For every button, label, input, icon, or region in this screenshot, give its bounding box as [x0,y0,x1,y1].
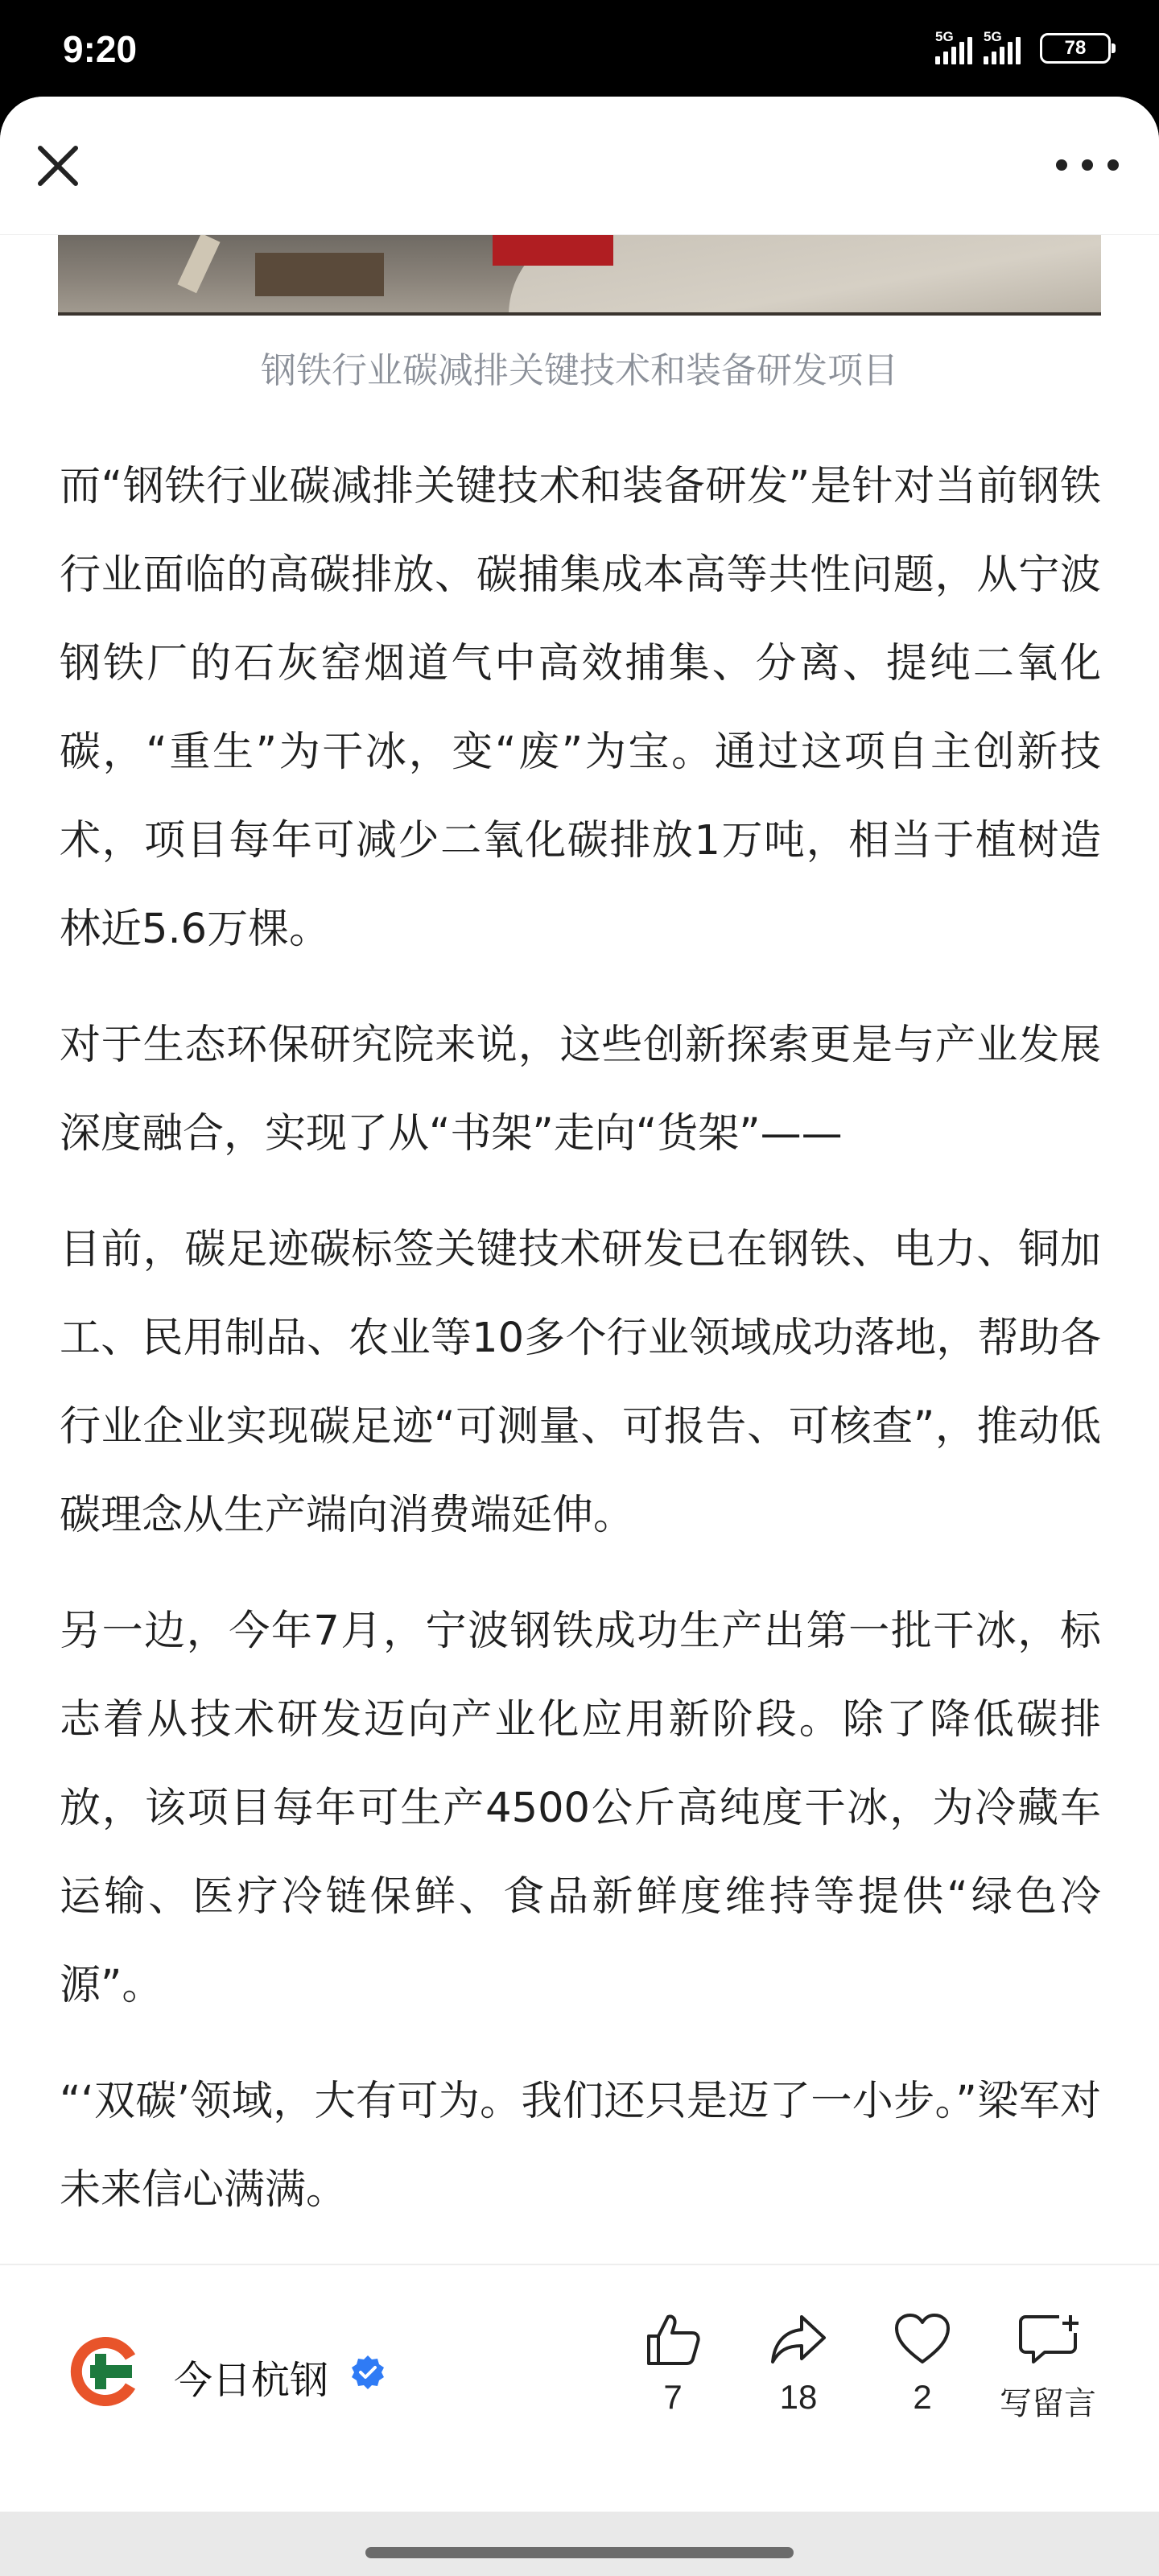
paragraph: 另一边，今年7月，宁波钢铁成功生产出第一批干冰，标志着从技术研发迈向产业化应用新阶段。除了降低碳排放，该项目每年可生产4500公斤高纯度干冰，为冷藏车运输、医疗冷链保鲜、食品新鲜度维持等提供“绿色冷源”。 [60,1608,1101,2009]
account-name[interactable]: 今日杭钢 [174,2358,329,2403]
article-sheet [0,97,1159,2576]
status-time: 9:20 [63,28,138,70]
paragraph: 对于生态环保研究院来说，这些创新探索更是与产业发展深度融合，实现了从“书架”走向“货架”—— [60,1022,1101,1158]
network-type-label: 5G [935,29,954,44]
like-count: 7 [663,2378,683,2416]
image-caption: 钢铁行业碳减排关键技术和装备研发项目 [261,350,898,391]
article-image [58,235,1101,316]
signal-icon [935,29,972,64]
paragraph: 目前，碳足迹碳标签关键技术研发已在钢铁、电力、铜加工、民用制品、农业等10多个行业领域成功落地，帮助各行业企业实现碳足迹“可测量、可报告、可核查”，推动低碳理念从生产端向消费端延伸。 [60,1226,1101,1539]
paragraph: 而“钢铁行业碳减排关键技术和装备研发”是针对当前钢铁行业面临的高碳排放、碳捕集成本高等共性问题，从宁波钢铁厂的石灰窑烟道气中高效捕集、分离、提纯二氧化碳，“重生”为干冰，变“废”为宝。通过这项自主创新技术，项目每年可减少二氧化碳排放1万吨，相当于植树造林近5.6万棵。 [60,463,1101,953]
favorite-button[interactable] [866,2312,979,2417]
bottom-action-bar [0,2264,1159,2479]
favorite-count: 2 [913,2378,932,2416]
close-icon [32,140,84,192]
network-type-label: 5G [984,29,1002,44]
more-options-button[interactable] [1056,153,1119,177]
verified-icon [349,2354,386,2391]
battery-level: 78 [1064,37,1087,59]
close-button[interactable] [32,140,84,192]
paragraph: “‘双碳’领域，大有可为。我们还只是迈了一小步。”梁军对未来信心满满。 [60,2078,1101,2214]
top-bar [0,97,1159,235]
write-comment-button[interactable] [992,2312,1104,2424]
share-button[interactable] [742,2312,855,2417]
thumbs-up-icon [644,2312,702,2367]
account-avatar[interactable] [68,2334,142,2409]
comment-label: 写留言 [1000,2385,1096,2422]
article-body [60,443,1101,2262]
share-icon [769,2312,827,2367]
heart-icon [893,2312,951,2367]
status-bar [0,0,1159,97]
home-indicator[interactable] [365,2547,794,2558]
brand-logo-icon [68,2334,142,2409]
status-icons [935,29,1111,64]
battery-icon [1040,33,1111,64]
signal-icon [984,29,1021,64]
like-button[interactable] [617,2312,729,2417]
share-count: 18 [779,2378,818,2416]
more-icon [1056,159,1067,171]
gesture-area [0,2512,1159,2576]
comment-add-icon [1017,2312,1079,2367]
